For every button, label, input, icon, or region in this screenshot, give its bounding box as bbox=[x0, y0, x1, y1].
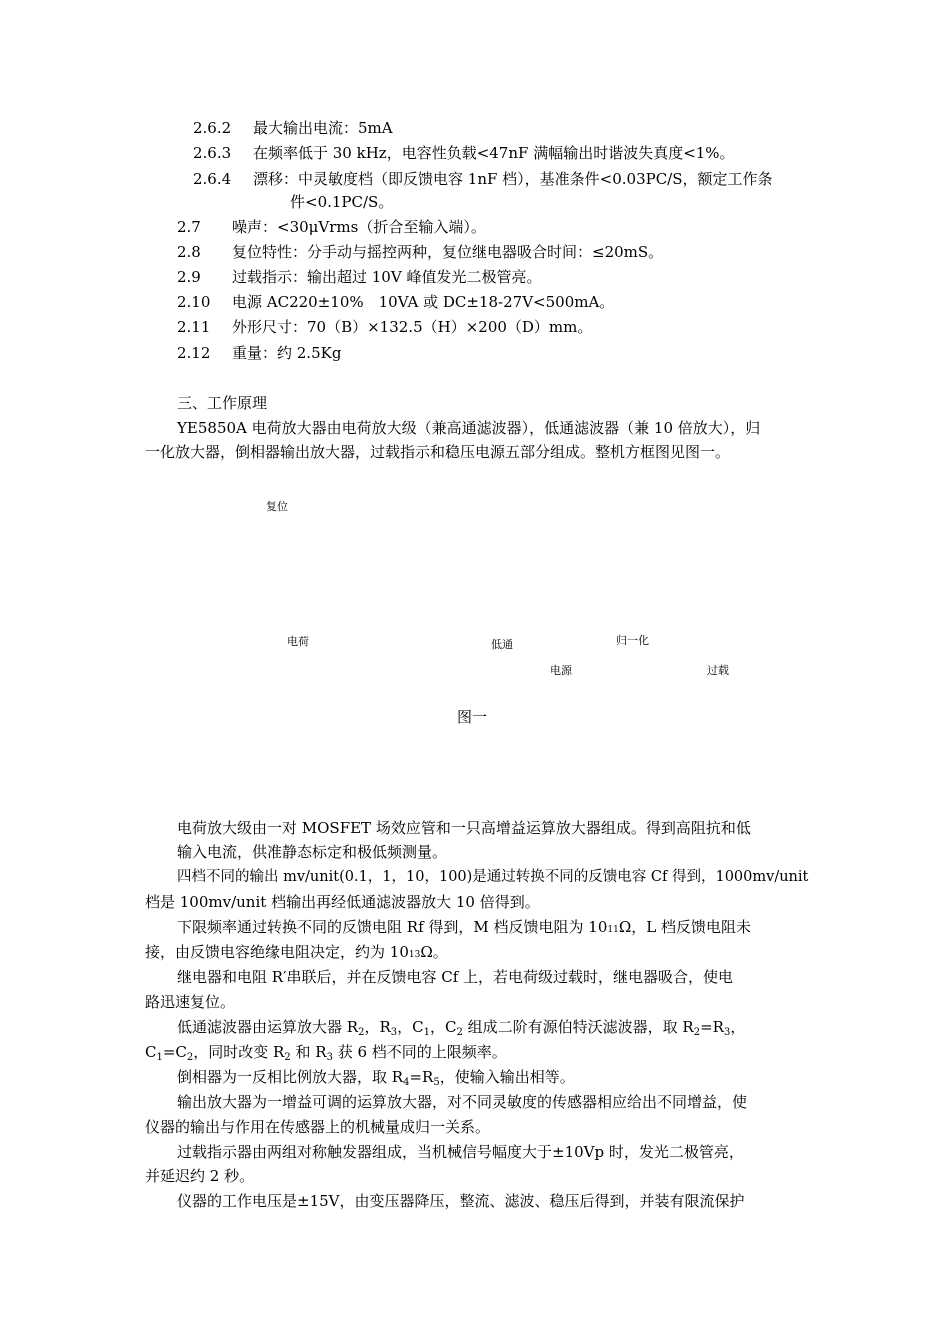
spec-2-11 bbox=[177, 317, 592, 337]
spec-text: 电源 AC220±10% 10VA 或 DC±18-27V<500mA。 bbox=[232, 293, 615, 311]
para-output-amp-1: 输出放大器为一增益可调的运算放大器，对不同灵敏度的传感器相应给出不同增益，使 bbox=[177, 1093, 748, 1111]
exponent: 13 bbox=[408, 950, 421, 960]
figure-label-lowpass: 低通 bbox=[491, 638, 513, 651]
spec-text: 在频率低于 30 kHz，电容性负载<47nF 满幅输出时谐波失真度<1%。 bbox=[253, 144, 735, 162]
para-relay-1: 继电器和电阻 R′串联后，并在反馈电容 Cf 上，若电荷级过载时，继电器吸合，使电 bbox=[177, 968, 734, 986]
figure-label-reset: 复位 bbox=[266, 500, 288, 513]
text: ，C bbox=[429, 1018, 457, 1036]
subscript: 5 bbox=[433, 1077, 440, 1088]
text: ，使输入输出相等。 bbox=[439, 1068, 575, 1086]
text: 下限频率通过转换不同的反馈电阻 Rf 得到，M 档反馈电阻为 10 bbox=[177, 918, 608, 936]
spec-text: 重量：约 2.5Kg bbox=[232, 344, 342, 362]
spec-2-8 bbox=[177, 242, 663, 262]
subscript: 2 bbox=[186, 1052, 194, 1063]
subscript: 3 bbox=[723, 1027, 731, 1038]
subscript: 1 bbox=[156, 1052, 163, 1063]
para-outputs-1: 四档不同的输出 mv/unit(0.1，1，10，100)是通过转换不同的反馈电容 Cf 得到，1000mv/unit bbox=[177, 869, 809, 885]
para-output-amp-2: 仪器的输出与作用在传感器上的机械量成归一关系。 bbox=[145, 1118, 491, 1136]
spec-number: 2.6.3 bbox=[193, 144, 232, 162]
spec-text: 噪声：<30μVrms（折合至输入端）。 bbox=[232, 218, 486, 236]
text: Ω，L 档反馈电阻未 bbox=[618, 918, 751, 936]
para-outputs-2: 档是 100mv/unit 档输出再经低通滤波器放大 10 倍得到。 bbox=[145, 893, 540, 911]
text: ，同时改变 R bbox=[193, 1043, 285, 1061]
figure-caption: 图一 bbox=[457, 708, 488, 726]
subscript: 2 bbox=[358, 1027, 365, 1038]
subscript: 2 bbox=[284, 1052, 291, 1063]
figure-label-power: 电源 bbox=[550, 664, 572, 677]
text: ， bbox=[730, 1018, 746, 1036]
spec-2-12 bbox=[177, 343, 341, 363]
figure-label-overload: 过载 bbox=[707, 664, 729, 677]
text: 组成二阶有源伯特沃滤波器，取 R bbox=[462, 1018, 694, 1036]
spec-text: 漂移：中灵敏度档（即反馈电容 1nF 档），基准条件<0.03PC/S，额定工作条 bbox=[253, 170, 773, 188]
text: ，R bbox=[364, 1018, 391, 1036]
subscript: 3 bbox=[326, 1052, 333, 1063]
subscript: 2 bbox=[456, 1027, 463, 1038]
spec-number: 2.10 bbox=[177, 293, 211, 311]
spec-2-10 bbox=[177, 292, 614, 312]
exponent: 11 bbox=[607, 925, 619, 935]
spec-number: 2.6.4 bbox=[193, 170, 232, 188]
spec-number: 2.9 bbox=[177, 268, 201, 286]
para-power-1: 仪器的工作电压是±15V，由变压器降压，整流、滤波、稳压后得到，并装有限流保护 bbox=[177, 1192, 745, 1210]
figure-label-normalize: 归一化 bbox=[616, 634, 649, 647]
text: 获 6 档不同的上限频率。 bbox=[332, 1043, 507, 1061]
spec-2-9 bbox=[177, 267, 541, 287]
spec-number: 2.12 bbox=[177, 344, 211, 362]
para-overload-1: 过载指示器由两组对称触发器组成，当机械信号幅度大于±10Vp 时，发光二极管亮， bbox=[177, 1143, 744, 1161]
para-freq-2 bbox=[145, 942, 448, 965]
para-charge-amp-1: 电荷放大级由一对 MOSFET 场效应管和一只高增益运算放大器组成。得到高阻抗和低 bbox=[177, 819, 751, 837]
spec-2-6-4 bbox=[193, 169, 773, 189]
spec-number: 2.8 bbox=[177, 243, 201, 261]
text: =R bbox=[409, 1068, 434, 1086]
para-inverter bbox=[177, 1067, 575, 1087]
text: 低通滤波器由运算放大器 R bbox=[177, 1018, 359, 1036]
spec-2-6-2 bbox=[193, 118, 393, 138]
text: =R bbox=[700, 1018, 724, 1036]
subscript: 2 bbox=[693, 1027, 701, 1038]
text: 倒相器为一反相比例放大器，取 R bbox=[177, 1068, 404, 1086]
spec-text: 最大输出电流：5mA bbox=[253, 119, 393, 137]
intro-line-2: 一化放大器，倒相器输出放大器，过载指示和稳压电源五部分组成。整机方框图见图一。 bbox=[145, 443, 731, 461]
spec-2-6-4-cont: 件<0.1PC/S。 bbox=[290, 193, 394, 211]
subscript: 4 bbox=[403, 1077, 410, 1088]
spec-text: 过载指示：输出超过 10V 峰值发光二极管亮。 bbox=[232, 268, 542, 286]
text: 接，由反馈电容绝缘电阻决定，约为 10 bbox=[145, 943, 409, 961]
para-lowpass-2 bbox=[145, 1042, 507, 1062]
spec-number: 2.7 bbox=[177, 218, 201, 236]
para-overload-2: 并延迟约 2 秒。 bbox=[145, 1167, 255, 1185]
text: Ω。 bbox=[420, 943, 448, 961]
subscript: 3 bbox=[390, 1027, 398, 1038]
section-heading: 三、工作原理 bbox=[177, 394, 268, 412]
text: ，C bbox=[397, 1018, 424, 1036]
spec-2-7 bbox=[177, 217, 486, 237]
spec-2-6-3 bbox=[193, 143, 735, 163]
subscript: 1 bbox=[423, 1027, 430, 1038]
para-relay-2: 路迅速复位。 bbox=[145, 993, 236, 1011]
figure-label-charge: 电荷 bbox=[287, 635, 309, 648]
intro-line-1: YE5850A 电荷放大器由电荷放大级（兼高通滤波器），低通滤波器（兼 10 倍放大），归 bbox=[177, 419, 761, 437]
spec-text: 复位特性：分手动与摇控两种，复位继电器吸合时间：≤20mS。 bbox=[232, 243, 664, 261]
spec-text: 外形尺寸：70（B）×132.5（H）×200（D）mm。 bbox=[232, 318, 593, 336]
text: 和 R bbox=[290, 1043, 327, 1061]
para-lowpass-1 bbox=[177, 1017, 745, 1037]
para-freq-1 bbox=[177, 917, 751, 940]
spec-number: 2.6.2 bbox=[193, 119, 232, 137]
spec-number: 2.11 bbox=[177, 318, 211, 336]
para-charge-amp-2: 输入电流，供准静态标定和极低频测量。 bbox=[177, 843, 448, 861]
text: C bbox=[145, 1043, 157, 1061]
text: =C bbox=[162, 1043, 187, 1061]
